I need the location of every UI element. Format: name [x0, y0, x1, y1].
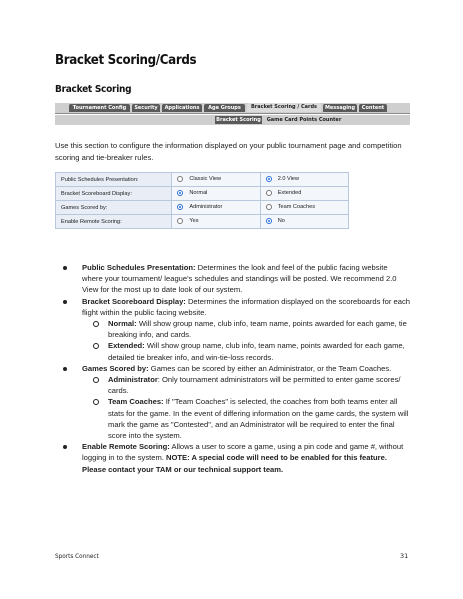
radio-selected-icon[interactable] — [177, 204, 183, 210]
radio-unselected-icon[interactable] — [177, 218, 183, 224]
tab-applications[interactable]: Applications — [162, 104, 202, 112]
sub-item-title: Normal: — [108, 319, 137, 329]
sub-list-item — [55, 318, 410, 340]
footer-brand: Sports Connect — [55, 552, 99, 560]
settings-row — [56, 201, 349, 215]
setting-label: Games Scored by: — [56, 201, 172, 215]
section-title: Bracket Scoring — [55, 84, 132, 95]
bullet-icon — [63, 445, 67, 449]
settings-table — [55, 172, 349, 229]
subtab-bracket-scoring[interactable]: Bracket Scoring — [216, 117, 261, 123]
sub-list-item — [55, 374, 410, 396]
sub-item-text: Will show group name, club info, team name, points awarded for each game, tie breaking info, and cards. — [108, 319, 407, 340]
item-title: Enable Remote Scoring: — [82, 442, 170, 452]
subtab-game-card-points-counter[interactable]: Game Card Points Counter — [264, 116, 344, 124]
intro-paragraph: Use this section to configure the information displayed on your public tournament page and competition scoring and tie-breaker rules. — [55, 141, 402, 162]
item-text: Determines the look and feel of the public facing website where your tournament/ league's schedules and standings will be posted. We recommend 2.0 View for the most up to date look of our system. — [82, 263, 397, 295]
bullet-list — [55, 262, 410, 475]
radio-unselected-icon[interactable] — [177, 176, 183, 182]
page-number: 31 — [400, 552, 409, 560]
sub-item-text: If "Team Coaches" is selected, the coaches from both teams enter all stats for the game. In the event of differing information on the game cards, the system will mark the game as "Contested", and an Administrator will be required to enter the final score into the system. — [108, 397, 409, 441]
item-note: NOTE: A special code will need to be enabled for this feature. Please contact your TAM or our technical support team. — [82, 453, 387, 474]
radio-selected-icon[interactable] — [266, 218, 272, 224]
radio-unselected-icon[interactable] — [266, 190, 272, 196]
option-label: No — [277, 218, 285, 225]
tab-security[interactable]: Security — [132, 104, 160, 112]
sub-bullet-icon — [93, 343, 99, 349]
setting-label: Public Schedules Presentation: — [56, 173, 172, 187]
radio-selected-icon[interactable] — [266, 176, 272, 182]
setting-option[interactable] — [172, 187, 260, 201]
settings-row — [56, 173, 349, 187]
item-title: Games Scored by: — [82, 363, 149, 373]
option-label: Team Coaches — [277, 204, 315, 211]
sub-list-item — [55, 396, 410, 441]
sub-item-title: Extended: — [108, 341, 145, 351]
tab-age-groups[interactable]: Age Groups — [204, 104, 245, 112]
setting-option[interactable] — [260, 201, 348, 215]
tab-content[interactable]: Content — [359, 104, 387, 112]
option-label: Administrator — [189, 204, 223, 211]
item-text: Games can be scored by either an Administrator, or the Team Coaches. — [148, 363, 392, 373]
option-label: Normal — [189, 190, 208, 197]
option-label: 2.0 View — [277, 176, 300, 183]
setting-option[interactable] — [172, 173, 260, 187]
tab-tournament-config[interactable]: Tournament Config — [69, 104, 130, 112]
setting-option[interactable] — [172, 215, 260, 229]
sub-item-title: Administrator — [108, 375, 158, 385]
tab-bracket-scoring-cards[interactable]: Bracket Scoring / Cards — [247, 103, 321, 112]
sub-list-item — [55, 340, 410, 362]
bullet-icon — [63, 367, 67, 371]
sub-tab-row — [55, 115, 410, 125]
list-item — [55, 363, 410, 374]
setting-option[interactable] — [260, 187, 348, 201]
setting-label: Bracket Scoreboard Display: — [56, 187, 172, 201]
sub-item-title: Team Coaches: — [108, 397, 164, 407]
tab-strip — [55, 103, 410, 126]
list-item — [55, 441, 410, 475]
setting-option[interactable] — [172, 201, 260, 215]
list-item — [55, 262, 410, 296]
option-label: Classic View — [189, 176, 221, 183]
sub-bullet-icon — [93, 377, 99, 383]
list-item — [55, 296, 410, 318]
option-label: Yes — [189, 218, 199, 225]
setting-option[interactable] — [260, 173, 348, 187]
sub-bullet-icon — [93, 321, 99, 327]
settings-row — [56, 215, 349, 229]
sub-item-text: Will show group name, club info, team name, points awarded for each game, detailed tie breaker info, and win-tie-loss records. — [108, 341, 405, 362]
setting-option[interactable] — [260, 215, 348, 229]
option-label: Extended — [277, 190, 302, 197]
sub-item-text: : Only tournament administrators will be permitted to enter game scores/ cards. — [108, 375, 401, 396]
item-title: Public Schedules Presentation: — [82, 263, 196, 272]
bullet-icon — [63, 300, 67, 304]
radio-selected-icon[interactable] — [177, 190, 183, 196]
page-title: Bracket Scoring/Cards — [55, 52, 197, 68]
bullet-icon — [63, 266, 67, 270]
tab-messaging[interactable]: Messaging — [324, 105, 356, 111]
item-title: Bracket Scoreboard Display: — [82, 296, 186, 306]
main-tab-row — [55, 103, 410, 114]
item-text: Determines the information displayed on the scoreboards for each flight within the public facing website. — [82, 296, 410, 317]
sub-bullet-icon — [93, 399, 99, 405]
settings-row — [56, 187, 349, 201]
setting-label: Enable Remote Scoring: — [56, 215, 172, 229]
radio-unselected-icon[interactable] — [266, 204, 272, 210]
item-text: Allows a user to score a game, using a pin code and game #, without logging in to the system. — [82, 442, 404, 463]
